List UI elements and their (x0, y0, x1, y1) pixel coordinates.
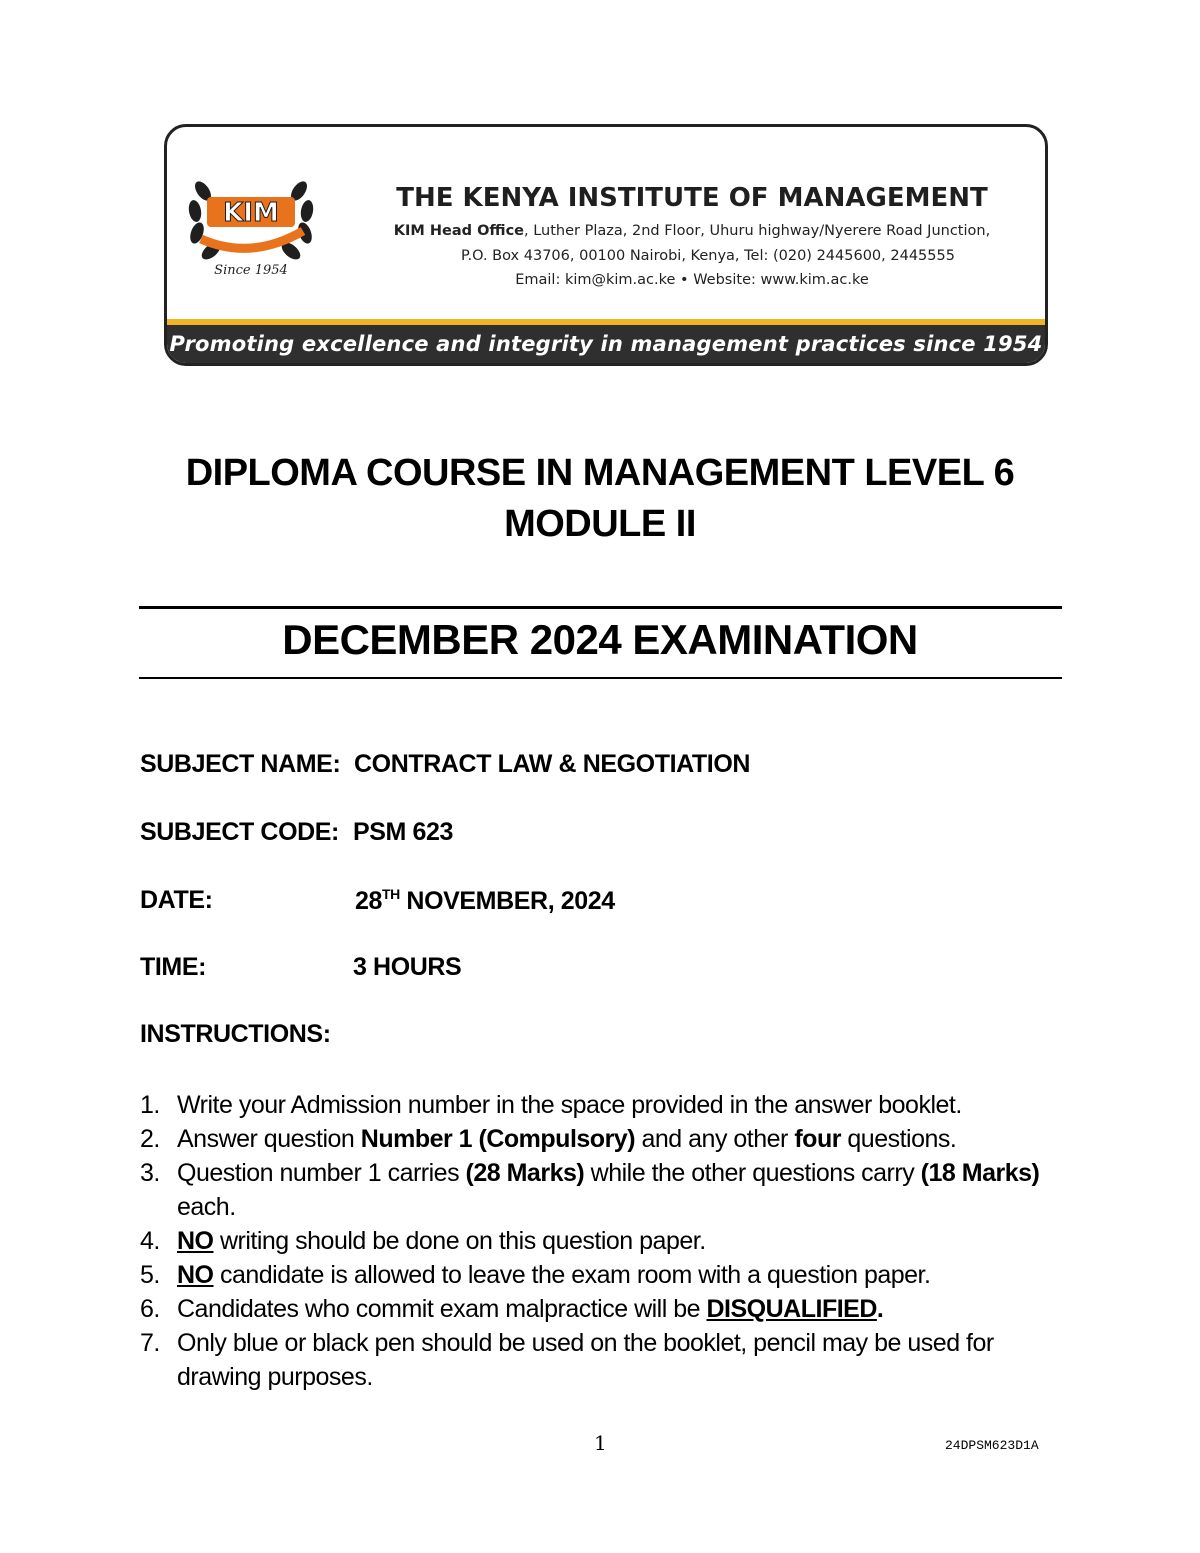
page-number: 1 (594, 1431, 607, 1455)
list-item: 5. NO candidate is allowed to leave the exam room with a question paper. (140, 1261, 931, 1289)
contact-line: Email: kim@kim.ac.ke • Website: www.kim.ac.ke (515, 272, 869, 288)
module-title: MODULE II (504, 503, 696, 545)
institution-name: THE KENYA INSTITUTE OF MANAGEMENT (396, 183, 988, 213)
list-item: 2. Answer question Number 1 (Compulsory) and any other four questions. (140, 1125, 957, 1153)
svg-text:KIM: KIM (223, 198, 279, 228)
subject-name-label: SUBJECT NAME: (140, 750, 341, 778)
po-box-line: P.O. Box 43706, 00100 Nairobi, Kenya, Tel: (020) 2445600, 2445555 (461, 248, 955, 264)
subject-code-label: SUBJECT CODE: (140, 818, 339, 846)
list-item: 1. Write your Admission number in the space provided in the answer booklet. (140, 1091, 962, 1119)
top-rule (139, 606, 1062, 609)
instructions-heading: INSTRUCTIONS: (140, 1020, 331, 1048)
bottom-rule (139, 677, 1062, 679)
list-item: 4. NO writing should be done on this question paper. (140, 1227, 706, 1255)
course-title: DIPLOMA COURSE IN MANAGEMENT LEVEL 6 (185, 452, 1015, 494)
instructions-list (140, 1088, 1060, 1394)
list-item: 7. Only blue or black pen should be used on the booklet, pencil may be used for drawing purposes. (140, 1329, 994, 1391)
subject-code-value: PSM 623 (353, 818, 454, 846)
tagline: Promoting excellence and integrity in management practices since 1954 (169, 332, 1043, 356)
institution-header (164, 124, 1048, 366)
svg-text:Since 1954: Since 1954 (214, 263, 288, 278)
date-value: 28TH NOVEMBER, 2024 (355, 886, 615, 915)
list-item: 3. Question number 1 carries (28 Marks) while the other questions carry (18 Marks) each. (140, 1159, 1040, 1221)
tagline-band (167, 319, 1045, 363)
subject-name-value: CONTRACT LAW & NEGOTIATION (354, 750, 751, 778)
date-label: DATE: (140, 886, 213, 914)
head-office-address: KIM Head Office, Luther Plaza, 2nd Floor, Uhuru highway/Nyerere Road Junction, (393, 223, 991, 239)
time-value: 3 HOURS (353, 953, 462, 981)
kim-logo-icon (181, 161, 321, 281)
list-item: 6. Candidates who commit exam malpractice will be DISQUALIFIED. (140, 1295, 884, 1323)
exam-title: DECEMBER 2024 EXAMINATION (282, 616, 918, 663)
document-code: 24DPSM623D1A (945, 1438, 1039, 1453)
time-label: TIME: (140, 953, 207, 981)
